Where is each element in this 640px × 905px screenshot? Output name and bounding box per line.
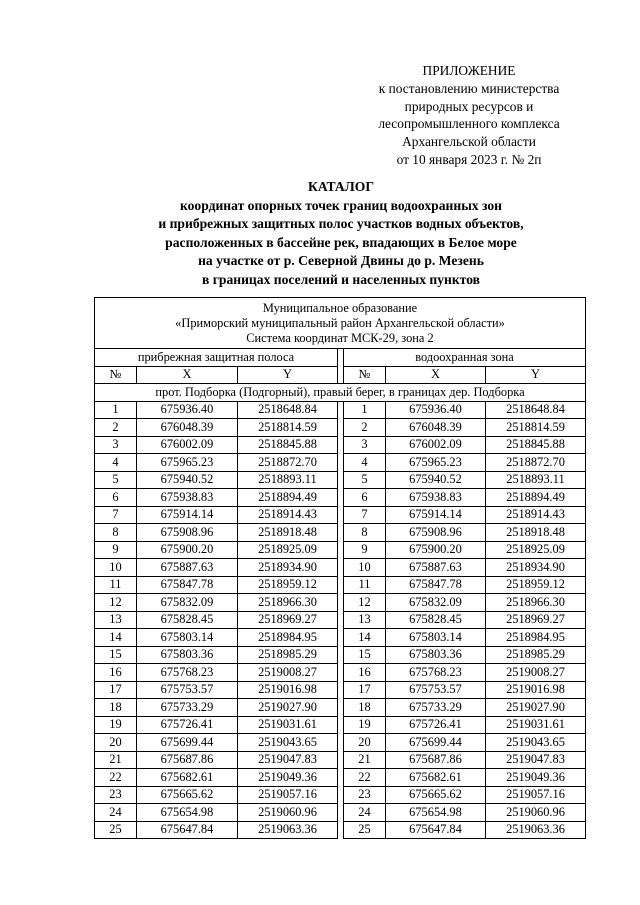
coord-y: 2518872.70 bbox=[486, 454, 586, 472]
coord-y: 2518894.49 bbox=[238, 489, 338, 507]
point-number: 1 bbox=[95, 401, 137, 419]
coord-y: 2519060.96 bbox=[486, 804, 586, 822]
coord-x: 675887.63 bbox=[386, 559, 486, 577]
coord-y: 2519060.96 bbox=[238, 804, 338, 822]
point-number: 25 bbox=[95, 821, 137, 839]
point-number: 22 bbox=[344, 769, 386, 787]
coord-y: 2519063.36 bbox=[238, 821, 338, 839]
point-number: 7 bbox=[95, 506, 137, 524]
point-number: 23 bbox=[344, 786, 386, 804]
coord-y: 2518918.48 bbox=[486, 524, 586, 542]
coord-y: 2518872.70 bbox=[238, 454, 338, 472]
coord-x: 675803.14 bbox=[386, 629, 486, 647]
coord-x: 675682.61 bbox=[386, 769, 486, 787]
appendix-line: к постановлению министерства bbox=[378, 80, 560, 96]
point-number: 24 bbox=[344, 804, 386, 822]
catalog-title: КАТАЛОГ bbox=[307, 179, 375, 194]
point-number: 6 bbox=[344, 489, 386, 507]
point-number: 13 bbox=[95, 611, 137, 629]
coord-y: 2518845.88 bbox=[486, 436, 586, 454]
table-row bbox=[95, 541, 586, 559]
coord-y: 2519031.61 bbox=[238, 716, 338, 734]
appendix-date: от 10 января 2023 г. № 2п bbox=[396, 151, 542, 167]
appendix-line: лесопромышленного комплекса bbox=[378, 116, 560, 132]
col-y-left: Y bbox=[238, 366, 338, 384]
table-row bbox=[95, 471, 586, 489]
point-number: 16 bbox=[95, 664, 137, 682]
coord-y: 2518814.59 bbox=[486, 419, 586, 437]
table-row bbox=[95, 699, 586, 717]
coord-y: 2518969.27 bbox=[486, 611, 586, 629]
coord-x: 675699.44 bbox=[137, 734, 238, 752]
municipality-label: Муниципальное образование bbox=[262, 301, 418, 315]
coord-x: 675940.52 bbox=[137, 471, 238, 489]
table-row bbox=[95, 804, 586, 822]
point-number: 21 bbox=[95, 751, 137, 769]
water-protection-zone-title: водоохранная зона bbox=[344, 349, 586, 367]
coord-y: 2519031.61 bbox=[486, 716, 586, 734]
appendix-title: ПРИЛОЖЕНИЕ bbox=[422, 63, 516, 78]
coord-y: 2518966.30 bbox=[486, 594, 586, 612]
coord-x: 675832.09 bbox=[137, 594, 238, 612]
point-number: 18 bbox=[95, 699, 137, 717]
section-row bbox=[95, 384, 586, 402]
point-number: 19 bbox=[95, 716, 137, 734]
point-number: 14 bbox=[344, 629, 386, 647]
point-number: 21 bbox=[344, 751, 386, 769]
coord-x: 675687.86 bbox=[137, 751, 238, 769]
coord-y: 2519016.98 bbox=[238, 681, 338, 699]
coord-y: 2518985.29 bbox=[238, 646, 338, 664]
table-row bbox=[95, 401, 586, 419]
coord-y: 2518959.12 bbox=[486, 576, 586, 594]
coord-x: 675768.23 bbox=[137, 664, 238, 682]
table-row bbox=[95, 559, 586, 577]
municipality-name: «Приморский муниципальный район Архангельской области» bbox=[175, 316, 505, 330]
point-number: 10 bbox=[344, 559, 386, 577]
point-number: 11 bbox=[95, 576, 137, 594]
table-row bbox=[95, 611, 586, 629]
coord-y: 2519047.83 bbox=[238, 751, 338, 769]
coord-y: 2518914.43 bbox=[238, 506, 338, 524]
coord-y: 2518914.43 bbox=[486, 506, 586, 524]
coord-x: 675803.36 bbox=[137, 646, 238, 664]
point-number: 19 bbox=[344, 716, 386, 734]
table-row bbox=[95, 716, 586, 734]
col-y-right: Y bbox=[486, 366, 586, 384]
point-number: 12 bbox=[95, 594, 137, 612]
municipality-header-row bbox=[95, 298, 586, 349]
coord-x: 675733.29 bbox=[137, 699, 238, 717]
coord-x: 675936.40 bbox=[137, 401, 238, 419]
coord-y: 2518934.90 bbox=[238, 559, 338, 577]
point-number: 9 bbox=[95, 541, 137, 559]
coord-x: 675914.14 bbox=[386, 506, 486, 524]
coord-y: 2518984.95 bbox=[486, 629, 586, 647]
table-row bbox=[95, 454, 586, 472]
coord-y: 2518894.49 bbox=[486, 489, 586, 507]
coord-x: 675940.52 bbox=[386, 471, 486, 489]
point-number: 25 bbox=[344, 821, 386, 839]
coord-y: 2519008.27 bbox=[238, 664, 338, 682]
table-row bbox=[95, 524, 586, 542]
point-number: 5 bbox=[95, 471, 137, 489]
table-row bbox=[95, 594, 586, 612]
coord-x: 675647.84 bbox=[137, 821, 238, 839]
coord-y: 2518814.59 bbox=[238, 419, 338, 437]
coord-x: 675733.29 bbox=[386, 699, 486, 717]
point-number: 23 bbox=[95, 786, 137, 804]
coord-x: 675726.41 bbox=[137, 716, 238, 734]
col-x-right: X bbox=[386, 366, 486, 384]
table-row bbox=[95, 419, 586, 437]
coord-x: 675828.45 bbox=[137, 611, 238, 629]
coastal-strip-title: прибрежная защитная полоса bbox=[95, 349, 338, 367]
point-number: 22 bbox=[95, 769, 137, 787]
coord-x: 676048.39 bbox=[386, 419, 486, 437]
point-number: 14 bbox=[95, 629, 137, 647]
col-number-right: № bbox=[344, 366, 386, 384]
coord-x: 675832.09 bbox=[386, 594, 486, 612]
appendix-line: Архангельской области bbox=[402, 134, 536, 150]
coord-x: 675682.61 bbox=[137, 769, 238, 787]
coord-y: 2519057.16 bbox=[238, 786, 338, 804]
point-number: 9 bbox=[344, 541, 386, 559]
coord-y: 2519049.36 bbox=[486, 769, 586, 787]
coord-y: 2518969.27 bbox=[238, 611, 338, 629]
table-row bbox=[95, 751, 586, 769]
coord-x: 675847.78 bbox=[137, 576, 238, 594]
point-number: 6 bbox=[95, 489, 137, 507]
catalog-subtitle-line: и прибрежных защитных полос участков водных объектов, bbox=[158, 216, 524, 232]
coord-y: 2518966.30 bbox=[238, 594, 338, 612]
point-number: 5 bbox=[344, 471, 386, 489]
col-number-left: № bbox=[95, 366, 137, 384]
zone-titles-row bbox=[95, 349, 586, 367]
coord-x: 675654.98 bbox=[386, 804, 486, 822]
coord-y: 2518648.84 bbox=[486, 401, 586, 419]
point-number: 10 bbox=[95, 559, 137, 577]
coord-x: 676048.39 bbox=[137, 419, 238, 437]
catalog-subtitle-line: в границах поселений и населенных пунктов bbox=[202, 271, 480, 287]
point-number: 11 bbox=[344, 576, 386, 594]
point-number: 20 bbox=[95, 734, 137, 752]
municipality-header bbox=[95, 298, 586, 349]
coordinates-table-body bbox=[95, 298, 586, 839]
coord-y: 2519016.98 bbox=[486, 681, 586, 699]
catalog-subtitle-line: на участке от р. Северной Двины до р. Мезень bbox=[198, 253, 484, 269]
coord-y: 2519027.90 bbox=[486, 699, 586, 717]
coord-x: 675654.98 bbox=[137, 804, 238, 822]
point-number: 12 bbox=[344, 594, 386, 612]
table-row bbox=[95, 489, 586, 507]
coord-x: 675938.83 bbox=[137, 489, 238, 507]
table-row bbox=[95, 506, 586, 524]
coord-x: 675887.63 bbox=[137, 559, 238, 577]
table-row bbox=[95, 576, 586, 594]
coordinate-system: Система координат МСК-29, зона 2 bbox=[246, 331, 434, 345]
coord-x: 675753.57 bbox=[137, 681, 238, 699]
coord-x: 675965.23 bbox=[386, 454, 486, 472]
point-number: 13 bbox=[344, 611, 386, 629]
coord-x: 675647.84 bbox=[386, 821, 486, 839]
coord-x: 675908.96 bbox=[137, 524, 238, 542]
table-row bbox=[95, 629, 586, 647]
coord-y: 2518959.12 bbox=[238, 576, 338, 594]
point-number: 3 bbox=[344, 436, 386, 454]
coord-x: 675753.57 bbox=[386, 681, 486, 699]
coord-x: 675828.45 bbox=[386, 611, 486, 629]
coord-x: 675938.83 bbox=[386, 489, 486, 507]
col-x-left: X bbox=[137, 366, 238, 384]
coord-y: 2519027.90 bbox=[238, 699, 338, 717]
coord-y: 2519047.83 bbox=[486, 751, 586, 769]
point-number: 24 bbox=[95, 804, 137, 822]
coord-x: 675665.62 bbox=[137, 786, 238, 804]
point-number: 2 bbox=[95, 419, 137, 437]
coord-y: 2518648.84 bbox=[238, 401, 338, 419]
table-row bbox=[95, 664, 586, 682]
point-number: 4 bbox=[344, 454, 386, 472]
catalog-subtitle-line: координат опорных точек границ водоохранных зон bbox=[179, 197, 503, 213]
column-headers-row bbox=[95, 366, 586, 384]
coord-x: 675847.78 bbox=[386, 576, 486, 594]
coord-x: 675665.62 bbox=[386, 786, 486, 804]
point-number: 7 bbox=[344, 506, 386, 524]
coord-y: 2518984.95 bbox=[238, 629, 338, 647]
coord-x: 675908.96 bbox=[386, 524, 486, 542]
coord-x: 676002.09 bbox=[137, 436, 238, 454]
table-row bbox=[95, 681, 586, 699]
appendix-line: природных ресурсов и bbox=[404, 98, 534, 114]
point-number: 20 bbox=[344, 734, 386, 752]
coord-y: 2518845.88 bbox=[238, 436, 338, 454]
coord-x: 675726.41 bbox=[386, 716, 486, 734]
table-row bbox=[95, 821, 586, 839]
section-title: прот. Подборка (Подгорный), правый берег, в границах дер. Подборка bbox=[95, 384, 586, 402]
coord-y: 2518893.11 bbox=[486, 471, 586, 489]
coord-x: 675900.20 bbox=[137, 541, 238, 559]
point-number: 18 bbox=[344, 699, 386, 717]
coord-x: 675965.23 bbox=[137, 454, 238, 472]
coord-y: 2518925.09 bbox=[486, 541, 586, 559]
coord-x: 675699.44 bbox=[386, 734, 486, 752]
coord-y: 2518985.29 bbox=[486, 646, 586, 664]
coord-x: 675900.20 bbox=[386, 541, 486, 559]
point-number: 3 bbox=[95, 436, 137, 454]
coord-y: 2519008.27 bbox=[486, 664, 586, 682]
point-number: 17 bbox=[344, 681, 386, 699]
coord-y: 2519043.65 bbox=[486, 734, 586, 752]
coord-x: 675687.86 bbox=[386, 751, 486, 769]
point-number: 8 bbox=[344, 524, 386, 542]
table-row bbox=[95, 786, 586, 804]
table-row bbox=[95, 769, 586, 787]
appendix-header bbox=[355, 62, 583, 169]
coord-x: 675803.14 bbox=[137, 629, 238, 647]
point-number: 1 bbox=[344, 401, 386, 419]
point-number: 16 bbox=[344, 664, 386, 682]
table-row bbox=[95, 436, 586, 454]
coord-x: 675914.14 bbox=[137, 506, 238, 524]
point-number: 15 bbox=[344, 646, 386, 664]
point-number: 2 bbox=[344, 419, 386, 437]
coord-x: 675768.23 bbox=[386, 664, 486, 682]
coord-x: 676002.09 bbox=[386, 436, 486, 454]
coord-y: 2518925.09 bbox=[238, 541, 338, 559]
coord-y: 2519063.36 bbox=[486, 821, 586, 839]
coord-y: 2519057.16 bbox=[486, 786, 586, 804]
coordinates-table bbox=[94, 297, 586, 839]
coord-y: 2518934.90 bbox=[486, 559, 586, 577]
coord-y: 2519043.65 bbox=[238, 734, 338, 752]
point-number: 15 bbox=[95, 646, 137, 664]
coord-x: 675936.40 bbox=[386, 401, 486, 419]
table-row bbox=[95, 734, 586, 752]
point-number: 8 bbox=[95, 524, 137, 542]
coord-y: 2519049.36 bbox=[238, 769, 338, 787]
coord-y: 2518893.11 bbox=[238, 471, 338, 489]
coord-y: 2518918.48 bbox=[238, 524, 338, 542]
catalog-heading bbox=[40, 178, 640, 290]
coord-x: 675803.36 bbox=[386, 646, 486, 664]
point-number: 4 bbox=[95, 454, 137, 472]
catalog-subtitle-line: расположенных в бассейне рек, впадающих в Белое море bbox=[165, 234, 517, 250]
table-row bbox=[95, 646, 586, 664]
point-number: 17 bbox=[95, 681, 137, 699]
